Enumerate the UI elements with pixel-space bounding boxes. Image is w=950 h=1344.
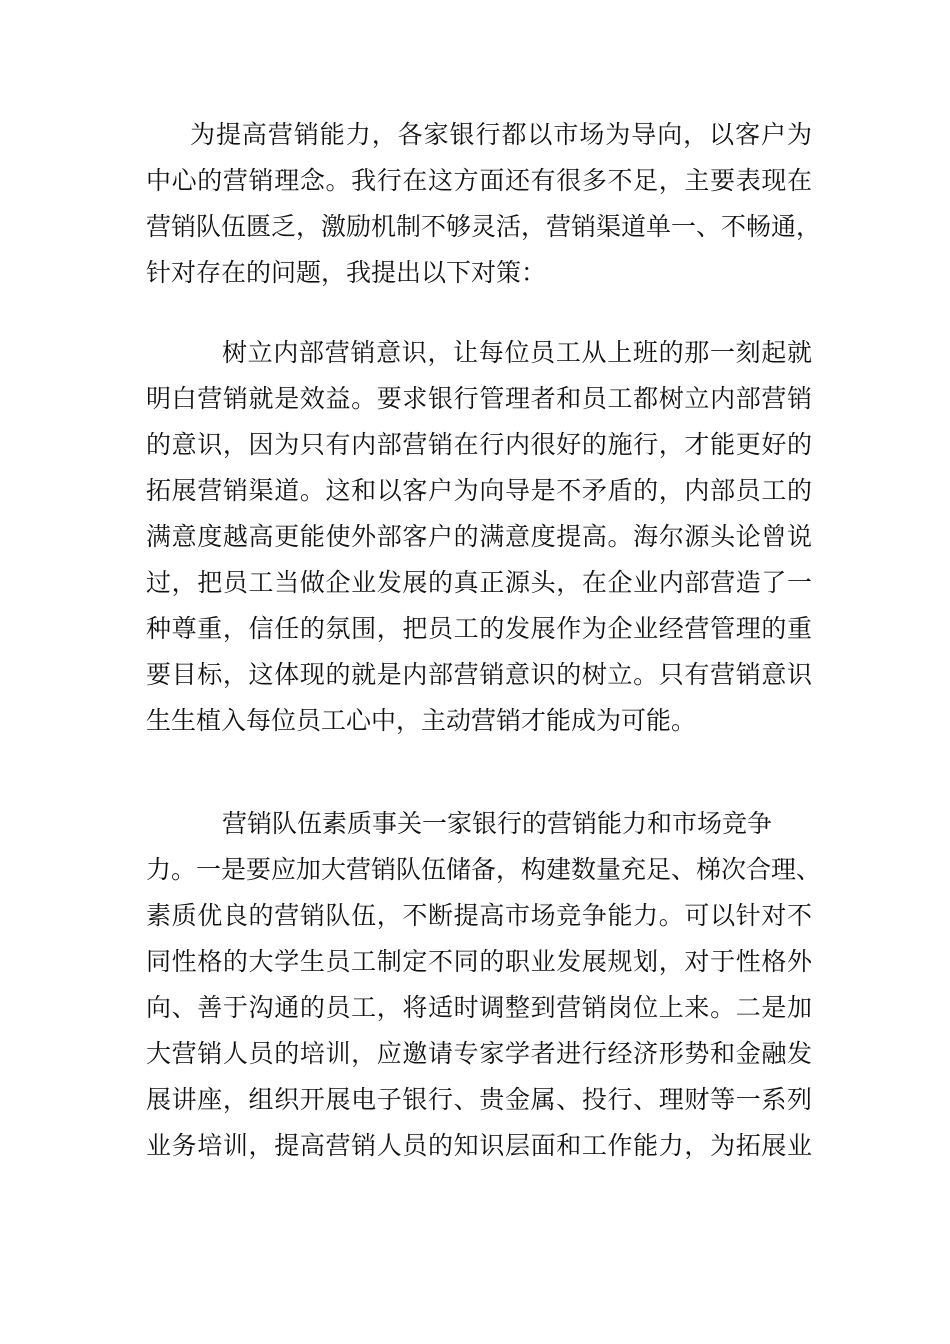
paragraph-1 — [146, 112, 822, 296]
paragraph-line: 素质优良的营销队伍，不断提高市场竞争能力。可以针对不 — [146, 901, 812, 930]
paragraph-line: 针对存在的问题，我提出以下对策： — [146, 258, 547, 287]
paragraph-line: 营销队伍素质事关一家银行的营销能力和市场竞争 — [222, 809, 773, 838]
paragraph-line: 种尊重，信任的氛围，把员工的发展作为企业经营管理的重 — [146, 614, 812, 643]
paragraph-line: 业务培训，提高营销人员的知识层面和工作能力，为拓展业 — [146, 1131, 812, 1160]
paragraph-line: 展讲座，组织开展电子银行、贵金属、投行、理财等一系列 — [146, 1085, 812, 1114]
paragraph-line: 树立内部营销意识，让每位员工从上班的那一刻起就 — [222, 338, 812, 367]
paragraph-3 — [146, 801, 822, 1169]
paragraph-line: 生生植入每位员工心中，主动营销才能成为可能。 — [146, 706, 697, 735]
paragraph-line: 过，把员工当做企业发展的真正源头，在企业内部营造了一 — [146, 568, 812, 597]
paragraph-line: 满意度越高更能使外部客户的满意度提高。海尔源头论曾说 — [146, 522, 812, 551]
paragraph-line: 要目标，这体现的就是内部营销意识的树立。只有营销意识 — [146, 660, 812, 689]
paragraph-line: 向、善于沟通的员工，将适时调整到营销岗位上来。二是加 — [146, 993, 812, 1022]
paragraph-line: 大营销人员的培训，应邀请专家学者进行经济形势和金融发 — [146, 1039, 812, 1068]
paragraph-line: 中心的营销理念。我行在这方面还有很多不足，主要表现在 — [146, 166, 812, 195]
paragraph-line: 为提高营销能力，各家银行都以市场为导向，以客户为 — [190, 120, 812, 149]
paragraph-2 — [146, 330, 812, 744]
paragraph-line: 拓展营销渠道。这和以客户为向导是不矛盾的，内部员工的 — [146, 476, 812, 505]
paragraph-line: 营销队伍匮乏，激励机制不够灵活，营销渠道单一、不畅通， — [146, 212, 822, 241]
paragraph-line: 的意识，因为只有内部营销在行内很好的施行，才能更好的 — [146, 430, 812, 459]
paragraph-line: 同性格的大学生员工制定不同的职业发展规划，对于性格外 — [146, 947, 812, 976]
paragraph-line: 明白营销就是效益。要求银行管理者和员工都树立内部营销 — [146, 384, 812, 413]
paragraph-line: 力。一是要应加大营销队伍储备，构建数量充足、梯次合理、 — [146, 855, 822, 884]
